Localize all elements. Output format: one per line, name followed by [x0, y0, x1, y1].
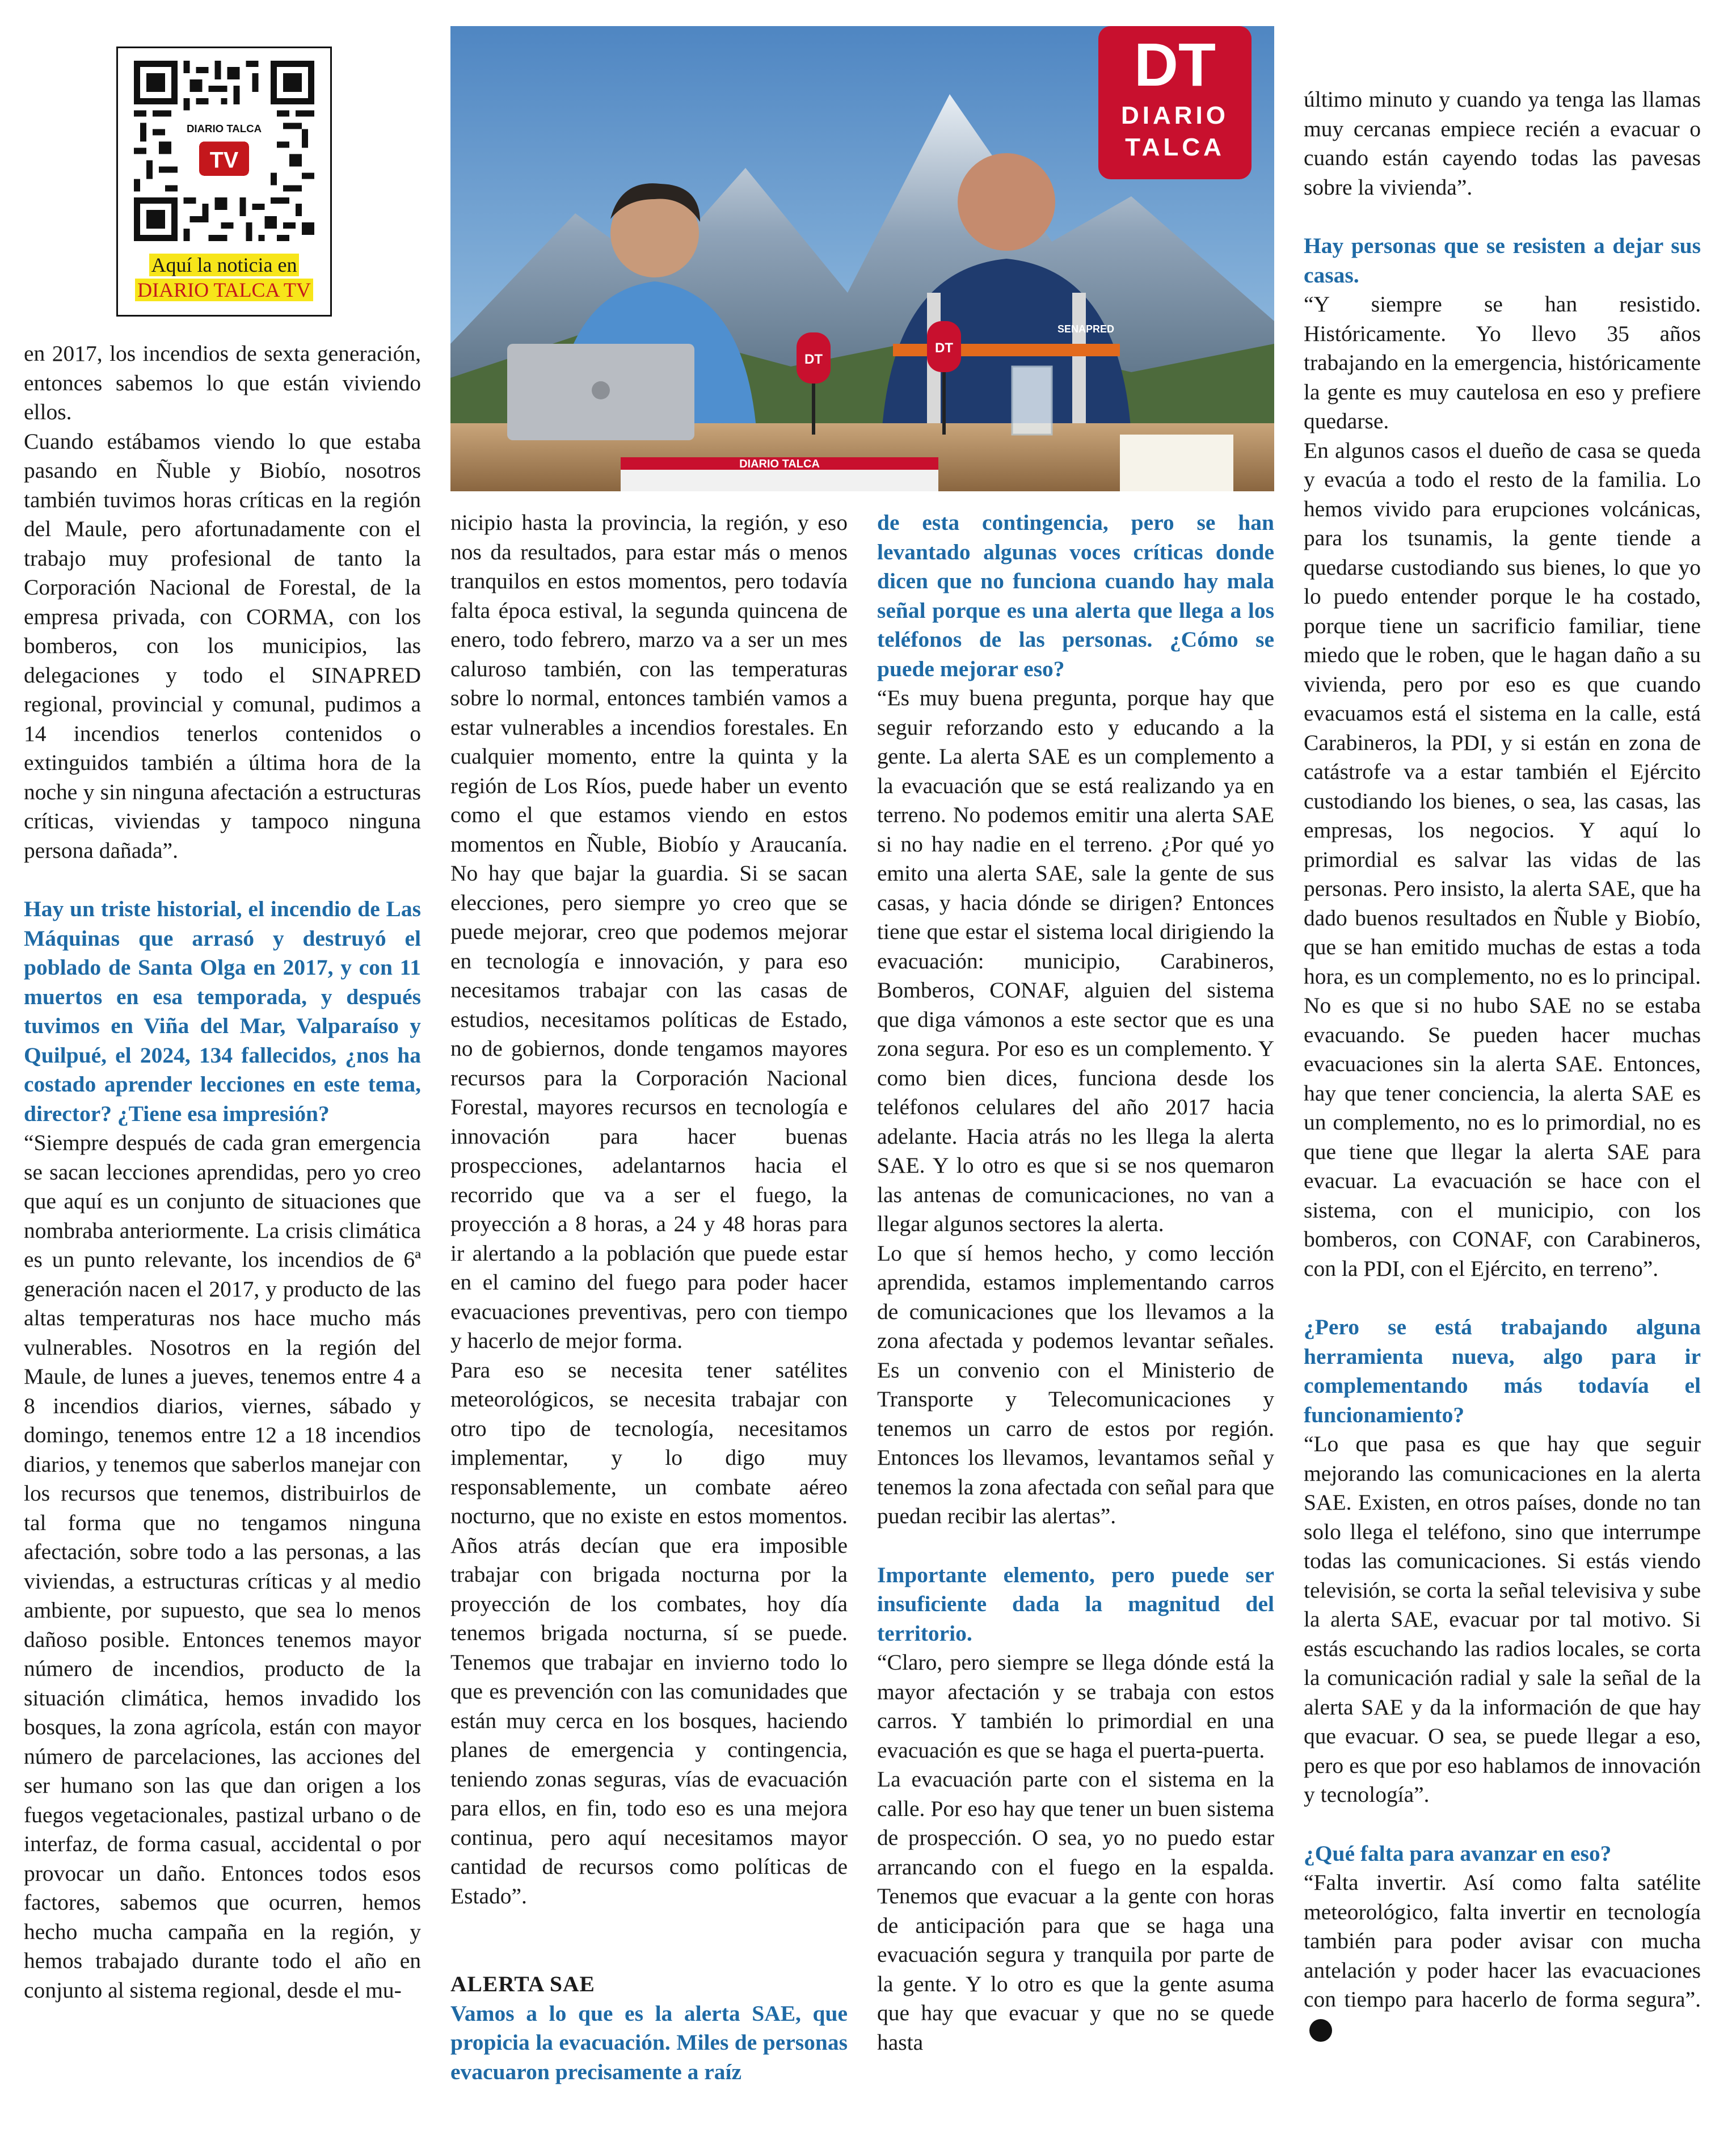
- paragraph: “Y siempre se han resistido. Históricamente. Yo llevo 35 años trabajando en la emergencia, históricamente la gente es muy cautelosa en eso y prefiere quedarse.: [1304, 292, 1701, 433]
- interview-question: de esta contingencia, pero se han levantado algunas voces críticas donde dicen que no funciona cuando hay mala señal porque es una alerta que llega a los teléfonos de las personas. ¿Cómo se puede mejorar eso?: [877, 510, 1274, 681]
- logo-text-1: DIARIO: [1121, 102, 1229, 129]
- paragraph: “Lo que pasa es que hay que seguir mejorando las comunicaciones en la alerta SAE. Existen, en otros países, donde no tan solo llega el teléfono, sino que interrumpe todas las comunicaciones. Si estás viendo televisión, se corta la señal televisiva y sube la alerta SAE, evacuar por tal motivo. Si estás escuchando las radios locales, se corta la comunicación radial y sale la señal de la alerta SAE y da la información de que hay que evacuar. O sea, se puede llegar a eso, pero es que por eso hablamos de innovación y tecnología”.: [1304, 1431, 1701, 1807]
- interviewee-head: [958, 153, 1055, 251]
- paragraph: Cuando estábamos viendo lo que estaba pasando en Ñuble y Biobío, nosotros también tuvimos horas críticas en la región del Maule, pero afortunadamente con el trabajo muy profesional de tanto la Corporación Nacional de Forestal, de la empresa privada, con CORMA, con los bomberos, con los municipios, las delegaciones y todo el SINAPRED regional, provincial y comunal, pudimos a 14 incendios tenerlos contenidos o extinguidos también a última hora de la noche y sin ninguna afectación a estructuras críticas, viviendas y tampoco ninguna persona dañada”.: [24, 428, 421, 863]
- photo-scene: [450, 26, 1274, 491]
- paragraph: La evacuación parte con el sistema en la calle. Por eso hay que tener un buen sistema de prospección. O sea, yo no puedo estar arrancando con el fuego en la espalda. Tenemos que evacuar a la gente con horas de anticipación para que se haga una evacuación segura y tranquila por parte de la gente. Y lo otro es que la gente asuma que hay que evacuar y que no se quede hasta: [877, 1767, 1274, 2055]
- interview-question: ¿Qué falta para avanzar en eso?: [1304, 1840, 1612, 1866]
- mic-label: DT: [935, 340, 953, 356]
- article-column-2: [450, 508, 848, 2087]
- logo-text-2: TALCA: [1125, 133, 1225, 161]
- paragraph: En algunos casos el dueño de casa se queda y evacúa a todo el resto de la familia. Lo hemos vivido para erupciones volcánicas, para los tsunamis, la gente tiende a quedarse custodiando sus bienes, lo que yo lo puedo entender porque le ha costado, porque tiene un sacrificio familiar, tiene miedo que le roben, que le hagan daño a su vivienda, pero por eso es que cuando evacuamos está el sistema en la calle, está Carabineros, la PDI, y si están en zona de catástrofe va a estar también el Ejército custodiando los bienes, o sea, las casas, las empresas, los negocios. Y aquí lo primordial es salvar las vidas de las personas. Pero insisto, la alerta SAE, que ha dado buenos resultados en Ñuble y Biobío, que se han emitido muchas de estas a toda hora, es un complemento, no es lo principal. No es que si no hubo SAE no se estaba evacuando. Se pueden hacer muchas evacuaciones sin la alerta SAE. Entonces, hay que tener conciencia, la alerta SAE es un complemento, no es lo primordial, no es que tiene que llegar la alerta SAE para evacuar. La evacuación se hace con el sistema, con el municipio, con los bomberos, con CONAF, con Carabineros, con la PDI, con el Ejército, en terreno”.: [1304, 437, 1701, 1281]
- vest-badge: SENAPRED: [1057, 323, 1115, 335]
- article-column-3: [877, 508, 1274, 2057]
- interview-question: Vamos a lo que es la alerta SAE, que propicia la evacuación. Miles de personas evacuaron precisamente a raíz: [450, 2000, 848, 2084]
- paragraph-last: [1304, 1868, 1701, 2043]
- qr-code-box[interactable]: [116, 47, 332, 317]
- paragraph: Lo que sí hemos hecho, y como lección aprendida, estamos implementando carros de comunicaciones que los llevamos a la zona afectada y podemos levantar señales. Es un convenio con el Ministerio de Transporte y Telecomunicaciones y tenemos un carro de estos por región. Entonces los llevamos, levantamos señal y tenemos la zona afectada con señal para que puedan recibir las alertas”.: [877, 1240, 1274, 1528]
- paragraph: “Siempre después de cada gran emergencia se sacan lecciones aprendidas, pero yo creo que aquí es un conjunto de situaciones que nombraba anteriormente. La crisis climática es un punto relevante, los incendios de 6ª generación nacen el 2017, y producto de las altas temperaturas nos hace mucho más vulnerables. Nosotros en la región del Maule, de lunes a jueves, tenemos entre 4 a 8 incendios diarios, viernes, sábado y domingo, tenemos entre 12 a 18 incendios diarios, y tenemos que saberlos manejar con los recursos que tenemos, distribuirlos de tal forma que no tengamos ninguna afectación, sobre todo a las personas, a las viviendas, a estructuras críticas y al medio ambiente, por supuesto, que sea lo menos dañoso posible. Entonces tenemos mayor número de incendios, producto de la situación climática, hemos invadido los bosques, la zona agrícola, están con mayor número de parcelaciones, las acciones del ser humano son las que dan origen a los fuegos vegetacionales, pastizal urbano o de interfaz, de forma casual, accidental o por provocar un daño. Entonces todos esos factores, sabemos que ocurren, hemos hecho mucha campaña en la región, y hemos trabajado durante todo el año en conjunto al sistema regional, desde el mu-: [24, 1130, 421, 2003]
- paragraph: último minuto y cuando ya tenga las llamas muy cercanas empiece recién a evacuar o cuando están cayendo todas las pavesas sobre la vivienda”.: [1304, 87, 1701, 200]
- interview-question: ¿Pero se está trabajando alguna herramienta nueva, algo para ir complementando más todavía el funcionamiento?: [1304, 1314, 1701, 1427]
- qr-tv-label: TV: [209, 148, 239, 173]
- interview-question: Hay personas que se resisten a dejar sus casas.: [1304, 233, 1701, 288]
- article-column-1: [24, 339, 421, 2005]
- newspaper-label: DIARIO TALCA: [739, 458, 820, 470]
- logo-letters: DT: [1134, 30, 1216, 99]
- qr-brand-text: DIARIO TALCA: [186, 123, 262, 135]
- qr-caption-line2: DIARIO TALCA TV: [135, 279, 313, 301]
- section-heading: ALERTA SAE: [450, 1971, 595, 1996]
- end-mark-icon: [1309, 2019, 1332, 2042]
- water-glass: [1012, 366, 1052, 435]
- qr-caption-line1: Aquí la noticia en: [149, 254, 300, 276]
- paragraph: “Es muy buena pregunta, porque hay que seguir reforzando esto y educando a la gente. La alerta SAE es un complemento a la evacuación que se está realizando ya en terreno. No podemos emitir una alerta SAE si no hay nadie en el terreno. ¿Por qué yo emito una alerta SAE, sale la gente de sus casas, y hacia dónde se dirigen? Entonces tiene que estar el sistema local dirigiendo la evacuación: municipio, Carabineros, Bomberos, CONAF, alguien del sistema que diga vámonos a este sector que es una zona segura. Por eso es un complemento. Y como bien dices, funciona desde los teléfonos celulares del año 2017 hacia adelante. Hacia atrás no les llega la alerta SAE. Y lo otro es que si se nos quemaron las antenas de comunicaciones, no van a llegar algunos sectores la alerta.: [877, 685, 1274, 1236]
- qr-caption: [118, 252, 330, 302]
- paragraph: “Claro, pero siempre se llega dónde está la mayor afectación y se trabaja con estos carros. Y también lo primordial en una evacuación es que se haga el puerta-puerta.: [877, 1650, 1274, 1763]
- interview-question: Hay un triste historial, el incendio de Las Máquinas que arrasó y destruyó el poblado de Santa Olga en 2017, y con 11 muertos en esa temporada, y después tuvimos en Viña del Mar, Valparaíso y Quilpué, el 2024, 134 fallecidos, ¿nos ha costado aprender lecciones en este tema, director? ¿Tiene esa impresión?: [24, 896, 421, 1126]
- paragraph: Para eso se necesita tener satélites meteorológicos, se necesita trabajar con otro tipo de tecnología, necesitamos implementar, y lo digo muy responsablemente, un combate aéreo nocturno, que no existe en estos momentos. Años atrás decían que era imposible trabajar con brigada nocturna por la proyección de los combates, hoy día tenemos brigada nocturna, sí se puede. Tenemos que trabajar en invierno todo lo que es prevención con las comunidades que están muy cerca en los bosques, haciendo planes de emergencia y contingencia, teniendo zonas seguras, vías de evacuación para ellos, en fin, todo eso es una mejora continua, pero aquí necesitamos mayor cantidad de recursos como políticas de Estado”.: [450, 1357, 848, 1908]
- paragraph: en 2017, los incendios de sexta generación, entonces sabemos lo que están viviendo ellos.: [24, 341, 421, 424]
- paragraph: nicipio hasta la provincia, la región, y eso nos da resultados, para estar más o menos tranquilos en estos momentos, pero todavía falta época estival, la segunda quincena de enero, todo febrero, marzo va a ser un mes caluroso también, con las temperaturas sobre lo normal, entonces también vamos a estar vulnerables a incendios forestales. En cualquier momento, entre la quinta y la región de Los Ríos, puede haber un evento como el que estamos viendo en estos momentos en Ñuble, Biobío y Araucanía. No hay que bajar la guardia. Si se sacan elecciones, pero siempre yo creo que se puede mejorar, creo que podemos mejorar en tecnología e innovación, y para eso necesitamos trabajar con las casas de estudios, necesitamos políticas de Estado, no de gobiernos, donde tengamos mayores recursos para la Corporación Nacional Forestal, mayores recursos en tecnología e innovación para hacer buenas prospecciones, adelantarnos hacia el recorrido que va a ser el fuego, la proyección a 8 horas, a 24 y 48 horas para ir alertando a la población que puede estar en el camino del fuego para poder hacer evacuaciones preventivas, pero con tiempo y hacerlo de mejor forma.: [450, 510, 848, 1353]
- interview-photo: [450, 26, 1274, 491]
- paper-sheet: [1120, 435, 1233, 491]
- qr-code[interactable]: [134, 61, 314, 241]
- interview-question: Importante elemento, pero puede ser insuficiente dada la magnitud del territorio.: [877, 1562, 1274, 1646]
- paragraph-text: “Falta invertir. Así como falta satélite meteorológico, falta invertir en tecnología también para poder avisar con mucha antelación y poder hacer las evacuaciones con tiempo para hacerlo de forma segura”.: [1304, 1870, 1701, 2012]
- mic-label: DT: [804, 352, 823, 367]
- article-column-4: [1304, 85, 1701, 2043]
